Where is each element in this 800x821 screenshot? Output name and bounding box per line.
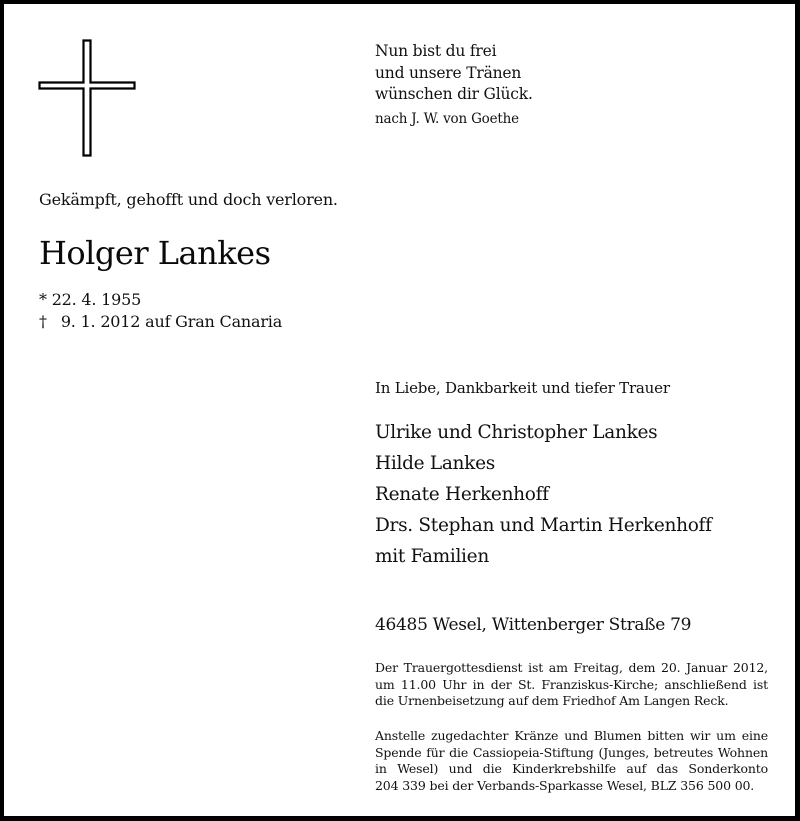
mourner-name: mit Familien	[375, 546, 489, 567]
poem-line: Nun bist du frei	[375, 42, 497, 60]
birth-symbol: *	[39, 290, 47, 309]
cross-icon	[34, 36, 138, 160]
life-dates	[39, 289, 282, 333]
mourning-intro: In Liebe, Dankbarkeit und tiefer Trauer	[375, 379, 670, 397]
donation-line: 204 339 bei der Verbands-Sparkasse Wesel, BLZ 356 500 00.	[375, 777, 755, 793]
service-info	[375, 660, 768, 710]
poem-line: und unsere Tränen	[375, 63, 522, 82]
death-line	[39, 311, 282, 333]
donation-line: Spende für die Cassiopeia-Stiftung (Junges, betreutes Wohnen	[375, 744, 768, 760]
dagger-icon: †	[39, 312, 47, 331]
address: 46485 Wesel, Wittenberger Straße 79	[375, 615, 692, 635]
obituary-notice	[4, 4, 795, 816]
poem-attribution: nach J. W. von Goethe	[375, 110, 519, 127]
poem-line: wünschen dir Glück.	[375, 85, 533, 103]
mourner-name: Drs. Stephan und Martin Herkenhoff	[375, 515, 712, 536]
service-line: Der Trauergottesdienst ist am Freitag, dem 20. Januar 2012,	[375, 660, 768, 675]
motto: Gekämpft, gehofft und doch verloren.	[39, 190, 338, 209]
birth-line	[39, 289, 282, 311]
service-line: um 11.00 Uhr in der St. Franziskus-Kirche; anschließend ist	[375, 676, 768, 692]
mourner-name: Renate Herkenhoff	[375, 484, 549, 505]
mourner-name: Hilde Lankes	[375, 453, 495, 474]
donation-info	[375, 728, 768, 794]
death-date: 9. 1. 2012 auf Gran Canaria	[60, 312, 283, 331]
deceased-name: Holger Lankes	[39, 234, 271, 272]
service-line: die Urnenbeisetzung auf dem Friedhof Am Langen Reck.	[375, 693, 729, 708]
donation-line: in Wesel) und die Kinderkrebshilfe auf das Sonderkonto	[375, 761, 768, 776]
mourner-list	[375, 417, 712, 572]
poem-quote	[375, 41, 533, 128]
mourner-name: Ulrike und Christopher Lankes	[375, 422, 658, 443]
donation-line: Anstelle zugedachter Kränze und Blumen bitten wir um eine	[375, 728, 768, 743]
birth-date: 22. 4. 1955	[51, 290, 142, 309]
